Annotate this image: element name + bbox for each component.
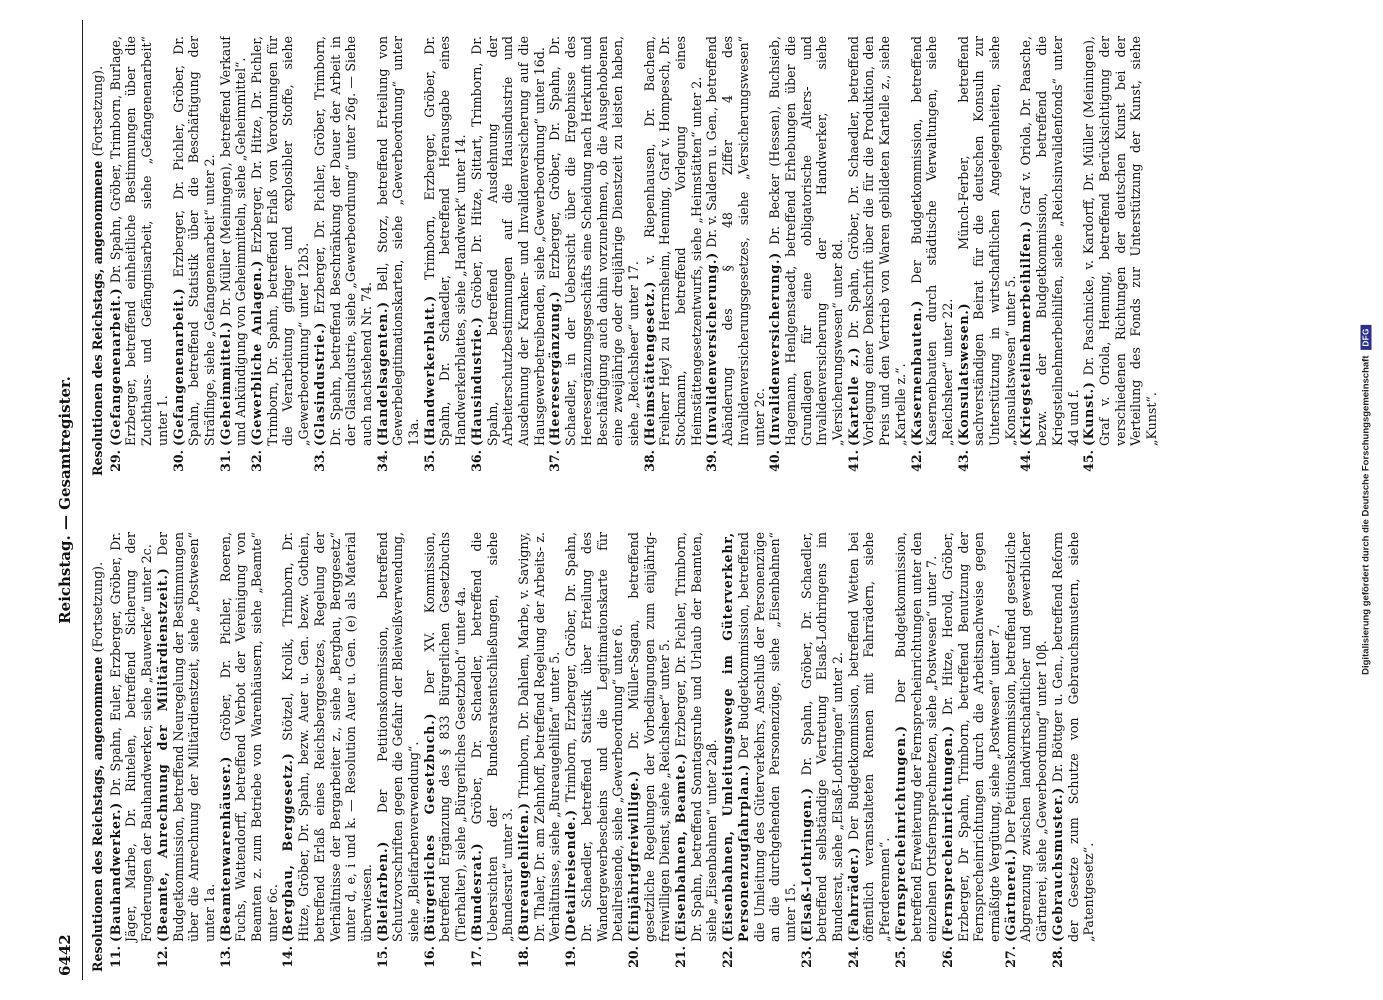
entry-keyword: (Geheimmittel.) (217, 321, 233, 446)
column-heading-text: Resolutionen des Reichstags, angenommene (90, 656, 105, 972)
page-number: 6442 (56, 934, 74, 976)
entry-keyword: (Konsulatswesen.) (955, 302, 971, 446)
entry-text: Trimborn, Dr. Dahlem, Marbe, v. Savigny, Dr. Thaler, Dr. am Zehnhoff, betreffend Regelung der Arbeits- z. Verhältnisse, siehe „Bureaugehilfen“ unter 5. (515, 532, 563, 942)
register-entry (909, 36, 956, 476)
entry-number: 19. (563, 946, 579, 968)
register-entry (155, 532, 218, 972)
entry-text: Erzberger, Dr. Hitze, Dr. Pichler, Trimborn, Dr. Spahn, betreffend Erlaß von Verordnungen für die Verarbeitung giftiger und explosibler Stoffe, siehe „Gewerbeordnung“ unter 12b3. (249, 36, 312, 446)
entry-text: Der Petitionskommission, betreffend Schutzvorschriften gegen die Gefahr der Bleiweißverwendung, siehe „Bleifarbenverwendung“. (374, 532, 422, 942)
entry-text: Münch-Ferber, betreffend sachverständigen Beirat für die deutschen Konsuln zur Unterstützung in wirtschaftlichen Angelegenheiten, siehe „Konsulatswesen“ unter 5. (955, 36, 1018, 446)
register-entry (1018, 36, 1081, 476)
entry-text: Trimborn, Erzberger, Gröber, Dr. Spahn, Dr. Schaedler, betreffend Statistik über Erteilung des Wandergewerbescheins und die Legitimationskarte für Detailreisende, siehe „Gewerbeordnung“ unter 6. (563, 532, 626, 942)
entry-keyword: (Kasernenbauten.) (908, 299, 924, 446)
register-entry (563, 532, 626, 972)
entry-number: 22. (720, 946, 736, 968)
register-entry (280, 532, 374, 972)
entry-keyword: (Hausindustrie.) (468, 316, 484, 446)
entry-number: 13. (217, 946, 233, 968)
entry-text: Erzberger, Dr. Pichler, Gröber, Trimborn, Dr. Spahn, betreffend Beschränkung der Dauer der Arbeit in der Glasindustrie, siehe „Gewerbeordnung“ unter 26g. — Siehe auch nachstehend Nr. 74. (311, 36, 374, 446)
entry-number: 20. (625, 946, 641, 968)
entry-number: 16. (421, 946, 437, 968)
register-entry (846, 36, 909, 476)
entry-text: Erzberger, Gröber, Dr. Spahn, Dr. Schaedler, in der Uebersicht über die Ergebnisse des Heeresergänzungsgeschäfts eine Scheidung nach Herkunft und Beschäftigung auch dahin vorzunehmen, ob die Ausgehobenen eine zweijährige oder dreijährige Dienstzeit zu leisten haben, siehe „Reichsheer“ unter 17. (547, 36, 641, 446)
entry-number: 41. (845, 450, 861, 472)
entry-number: 15. (374, 946, 390, 968)
entry-keyword: (Handelsagenten.) (374, 301, 390, 446)
entry-keyword: (Kartelle z.) (845, 346, 861, 446)
entry-text: Dr. Spahn, Gröber, Trimborn, Burlage, Erzberger, betreffend einheitliche Bestimmungen über die Zuchthaus- und Gefängnisarbeit, siehe „Gefangenenarbeit“ unter 1. (107, 36, 170, 446)
register-entry (422, 36, 469, 476)
entry-text: Gröber, Dr. Schaedler, betreffend die Uebersichten der Bundesratsentschließungen, siehe „Bundesrat“ unter 3. (468, 532, 516, 942)
entry-text: Dr. Becker (Hessen), Buchsieb, Hagemann, Henlgenstaedt, betreffend Erhebungen über die Grundlagen für eine obligatorische Alters- und Invalidenversicherung der Handwerker, siehe „Versicherungswesen“ unter 8d. (767, 36, 846, 446)
entry-number: 37. (547, 450, 563, 472)
register-entry (218, 532, 281, 972)
entry-keyword: (Invalidenversicherung.) (704, 252, 720, 446)
entry-keyword: (Detailreisende.) (563, 809, 579, 942)
left-column (90, 532, 1345, 972)
entry-number: 12. (154, 946, 170, 968)
entry-keyword: (Kriegsteilnehmerbeihilfen.) (1018, 220, 1034, 446)
entry-keyword: (Gärtnerei.) (1002, 848, 1018, 942)
entry-text: Der Budgetkommission, betreffend Kasernenbauten durch städtische Verwaltungen, siehe „Reichsheer“ unter 22. (908, 36, 955, 446)
entry-number: 28. (1049, 946, 1065, 968)
entry-keyword: (Bureaugehilfen.) (515, 802, 531, 942)
column-heading-cont: (Fortsetzung). (90, 561, 105, 653)
entry-number: 43. (955, 450, 971, 472)
register-entry (422, 532, 469, 972)
entry-number: 18. (515, 946, 531, 968)
entry-text: Dr. v. Saldern u. Gen., betreffend Abänderung des § 48 Ziffer 4 des Invalidenversicherungsgesetzes, siehe „Versicherungswesen“ unter 2c. (704, 36, 767, 446)
entry-text: Gröber, Dr. Hitze, Sittart, Trimborn, Dr. Spahn, betreffend Ausdehnung der Arbeiterschutzbestimmungen auf die Hausindustrie und Ausdehnung der Kranken- und Invalidenversicherung auf die Hausgewerbetreibenden, siehe „Gewerbeordnung“ unter 16d. (468, 36, 547, 446)
entry-keyword: (Fernsprecheinrichtungen.) (939, 725, 955, 942)
entry-text: Erzberger, Dr. Pichler, Gröber, Dr. Spahn, betreffend Statistik über die Beschäftigung der Sträflinge, siehe „Gefangenenarbeit“ unter 2. (170, 36, 217, 446)
entry-keyword: (Gefangenenarbeit.) (107, 287, 123, 446)
entry-text: Der Budgetkommission, betreffend Erweiterung der Fernsprecheinrichtungen unter den einzelnen Ortsfernsprechnetzen, siehe „Postwesen“ unter 7. (892, 532, 940, 942)
column-heading-text: Resolutionen des Reichstags, angenommene (90, 160, 105, 476)
register-entry (799, 532, 846, 972)
entry-number: 38. (641, 450, 657, 472)
register-entry (547, 36, 641, 476)
register-entry (1003, 532, 1050, 972)
entry-text: Dr. Paschnicke, v. Kardorff, Dr. Müller (Meiningen), Graf v. Oriola, Henning, betreffend Berücksichtigung der verschiedenen Richtungen der deutschen Kunst bei der Verteilung des Fonds zur Unterstützung der Kunst, siehe „Kunst“. (1081, 36, 1160, 446)
entry-text: Graf v. Oriola, Dr. Paasche, bezw. der Budgetkommission, betreffend die Kriegsteilnehmerbeihilfen, siehe „Reichsinvalidenfonds“ unter 4d und f. (1018, 36, 1081, 446)
entry-keyword: (Elsaß-Lothringen.) (798, 787, 814, 942)
entry-keyword: (Bürgerliches Gesetzbuch.) (421, 712, 437, 942)
register-entry (940, 532, 1003, 972)
entry-text: Trimborn, Erzberger, Gröber, Dr. Spahn, Dr. Schaedler, betreffend Herausgabe eines Handwerkerblattes, siehe „Handwerk“ unter 14. (421, 36, 469, 446)
entry-keyword: (Bauhandwerker.) (107, 801, 123, 942)
column-heading (90, 36, 106, 476)
register-entry (720, 532, 799, 972)
entry-text: Erzberger, Dr. Pichler, Trimborn, Dr. Spahn, betreffend Sonntagsruhe und Urlaub der Beamten, siehe „Eisenbahnen“ unter 2aβ. (673, 532, 720, 942)
entry-keyword: (Heimstättengesetz.) (641, 280, 657, 446)
entry-keyword: (Gebrauchsmuster.) (1049, 786, 1065, 942)
entry-text: Dr. Müller-Sagan, betreffend gesetzliche Regelungen der Vorbedingungen zum einjährig-freiwilligen Dienst, siehe „Reichsheer“ unter 5. (625, 532, 673, 942)
register-entry (1050, 532, 1097, 972)
entry-keyword: (Gewerbliche Anlagen.) (249, 259, 265, 446)
entry-number: 42. (908, 450, 924, 472)
entry-number: 35. (421, 450, 437, 472)
entry-text: Dr. Hitze, Herold, Gröber, Erzberger, Dr Spahn, Trimborn, betreffend Benutzung der Fernsprecheinrichtungen durch die Arbeitsnachweise gegen ermäßigte Vergütung, siehe „Postwesen“ unter 7. (939, 532, 1003, 942)
entry-number: 14. (280, 946, 296, 968)
entry-keyword: (Bleifarben.) (374, 840, 390, 942)
entry-text: Der Budgetkommission, betreffend Neuregelung der Bestimmungen über die Anrechnung der Militärdienstzeit, siehe „Postwesen“ unter 1a. (154, 532, 217, 942)
entry-text: Stötzel, Krolik, Trimborn, Dr. Hitze, Gröber, Dr. Spahn, bezw. Auer u. Gen. bezw. Gothein, betreffend Erlaß eines Reichsberggesetzes, Regelung der Verhältnisse der Bergarbeiter z., siehe „Bergbau, Berggesetz“ unter d, e, i und k. — Resolution Auer u. Gen. (e) als Material überwiesen. (280, 532, 374, 942)
entry-text: Der Budgetkommission, betreffend Wetten bei öffentlich veranstalteten Rennen mit Fahrrädern, siehe „Pferderennen“. (845, 532, 893, 942)
entry-number: 24. (845, 946, 861, 968)
entry-number: 27. (1002, 946, 1018, 968)
register-entry (767, 36, 846, 476)
entry-text: Dr. Spahn, Gröber, Dr. Schaedler, betreffend Vorlegung einer Denkschrift über die für die Produktion, den Preis und den Vertrieb von Waren gebildeten Kartelle z., siehe „Kartelle z.“. (845, 36, 908, 446)
register-entry (312, 36, 375, 476)
entry-number: 17. (468, 946, 484, 968)
entry-text: Dr. Müller (Meiningen), betreffend Verkauf und Ankündigung von Geheimmitteln, siehe „Geheimmittel“. (217, 36, 249, 446)
rotated-page (50, 20, 1350, 980)
page-title: Reichstag. — Gesamtregister. (56, 376, 74, 624)
column-heading (90, 532, 106, 972)
register-entry (108, 36, 171, 476)
entry-keyword: (Kunst.) (1081, 381, 1097, 446)
entry-keyword: (Einjährigfreiwillige.) (625, 770, 641, 942)
right-column (90, 36, 1345, 476)
entry-number: 23. (798, 946, 814, 968)
entry-text: Dr. Böttger u. Gen., betreffend Reform der Gesetze zum Schutze von Gebrauchsmustern, siehe „Patentgesetz“. (1049, 532, 1097, 942)
entry-text: Der XV. Kommission, betreffend Ergänzung des § 833 Bürgerlichen Gesetzbuchs (Tierhalter), siehe „Bürgerliches Gesetzbuch“ unter 4a. (421, 532, 469, 942)
entry-keyword: (Fahrräder.) (845, 846, 861, 942)
entry-number: 40. (767, 450, 783, 472)
register-entry (469, 36, 548, 476)
register-entry (516, 532, 563, 972)
entry-keyword: (Invalidenversicherung.) (767, 252, 783, 446)
entry-number: 39. (704, 450, 720, 472)
entry-keyword: (Bundesrat.) (468, 842, 484, 942)
entry-keyword: (Beamte, Anrechnung der Militärdienstzeit.) (154, 567, 170, 942)
register-entry (218, 36, 249, 476)
entry-keyword: (Eisenbahnen, Beamte.) (673, 752, 689, 942)
register-entry (626, 532, 673, 972)
entry-text: Der Petitionskommission, betreffend gesetzliche Abgrenzung zwischen landwirtschaftlicher und gewerblicher Gärtnerei, siehe „Gewerbeordnung“ unter 10β. (1002, 532, 1050, 942)
entry-keyword: (Gefangenenarbeit.) (170, 287, 186, 446)
entry-number: 29. (107, 450, 123, 472)
column-heading-cont: (Fortsetzung). (90, 65, 105, 157)
register-entry (375, 532, 422, 972)
entry-number: 25. (892, 946, 908, 968)
entry-number: 36. (468, 450, 484, 472)
dfg-logo: DFG (1361, 325, 1372, 349)
entry-number: 45. (1081, 450, 1097, 472)
register-entry (893, 532, 940, 972)
entry-keyword: (Bergbau, Berggesetz.) (280, 752, 296, 942)
entry-text: Bell, Storz, betreffend Erteilung von Gewerbelegitimationskarten, siehe „Gewerbeordnung“ unter 13a. (374, 36, 422, 446)
page-header (50, 20, 83, 980)
register-entry (171, 36, 218, 476)
register-entry (956, 36, 1019, 476)
entry-keyword: (Heeresergänzung.) (547, 290, 563, 446)
register-entry (673, 532, 720, 972)
register-entry (704, 36, 767, 476)
entry-number: 31. (217, 450, 233, 472)
entry-number: 32. (249, 450, 265, 472)
register-entry (846, 532, 893, 972)
entry-number: 26. (939, 946, 955, 968)
register-entry (1081, 36, 1160, 476)
entry-number: 34. (374, 450, 390, 472)
credit-text: Digitalisierung gefördert durch die Deutsche Forschungsgemeinschaft (1360, 355, 1372, 675)
entry-number: 21. (673, 946, 689, 968)
entry-number: 11. (107, 946, 123, 968)
entry-text: v. Riepenhausen, Dr. Bachem, Freiherr Heyl zu Herrnsheim, Henning, Graf v. Hompesch, Dr. Stockmann, betreffend Vorlegung eines Heimstättengesetzentwurfs, siehe „Heimstätten“ unter 2. (641, 36, 704, 446)
entry-keyword: (Glasindustrie.) (311, 321, 327, 446)
register-entry (375, 36, 422, 476)
entry-text: Dr. Spahn, Gröber, Dr. Schaedler, betreffend selbständige Vertretung Elsaß-Lothringens im Bundesrat, siehe „Elsaß-Lothringen“ unter 2. (798, 532, 846, 942)
entry-number: 33. (311, 450, 327, 472)
register-entry (108, 532, 155, 972)
register-entry (469, 532, 516, 972)
entry-text: Der Budgetkommission, betreffend die Umleitung des Güterverkehrs, Anschluß der Personenzüge an die durchgehenden Personenzüge, siehe „Eisenbahnen“ unter 15. (735, 532, 798, 942)
entry-text: Gröber, Dr. Pichler, Roeren, Fuchs, Wattendorff, betreffend Verbot der Vereinigung von Beamten z. zum Betriebe von Warenhäusern, siehe „Beamte“ unter 6c. (217, 532, 280, 942)
entry-text: Dr. Spahn, Euler, Erzberger, Gröber, Dr. Jäger, Marbe, Dr. Rintelen, betreffend Sicherung der Forderungen der Bauhandwerker, siehe „Bauwerke“ unter 2c. (107, 532, 155, 942)
entry-number: 44. (1018, 450, 1034, 472)
register-entry (642, 36, 705, 476)
entry-keyword: (Beamtenwarenhäuser.) (217, 755, 233, 942)
entry-number: 30. (170, 450, 186, 472)
register-entry (249, 36, 312, 476)
entry-keyword: (Handwerkerblatt.) (421, 295, 437, 446)
digitization-credit (1361, 325, 1372, 675)
entry-keyword: (Eisenbahnen, Umleitungswege im Güterverkehr, Personenzugfahrplan.) (720, 532, 751, 942)
entry-keyword: (Fernsprecheinrichtungen.) (892, 725, 908, 942)
